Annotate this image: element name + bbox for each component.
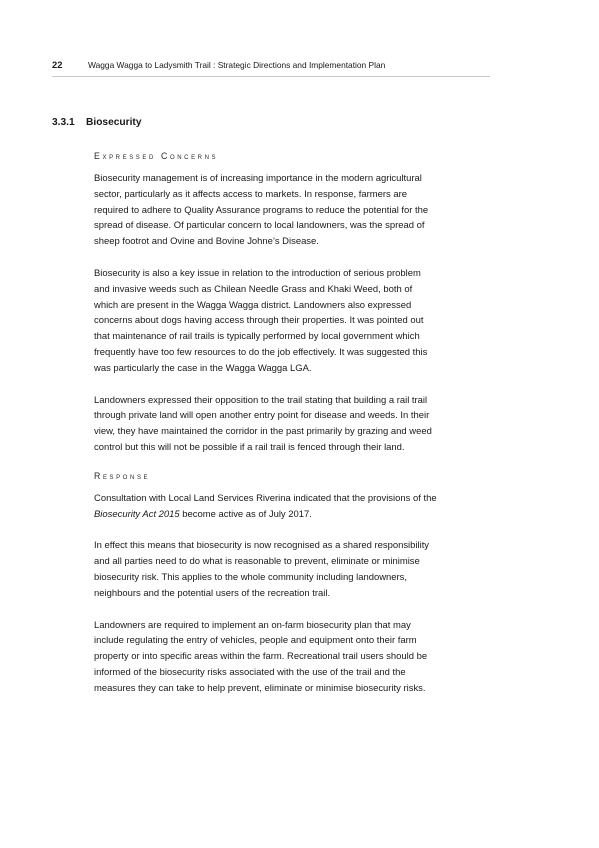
response-paragraph-2: In effect this means that biosecurity is now recognised as a shared responsibility and all parties need to do what is reasonable to prevent, eliminate or minimise biosecurity risk. This applies to the whole community including landowners, neighbours and the potential users of the recreation trail.: [94, 540, 430, 599]
section-body: [94, 150, 439, 697]
response-heading: Response: [94, 470, 151, 481]
response-paragraph-1: [94, 491, 439, 523]
header-divider: [52, 76, 490, 77]
page-number: 22: [52, 59, 63, 70]
section-title: Biosecurity: [86, 117, 142, 128]
concerns-paragraph-3: Landowners expressed their opposition to the trail stating that building a rail trail through private land will open another entry point for disease and weeds. In their view, they have maintained the corridor in the past primarily by grazing and weed control but this will not be possible if a rail trail is fenced through their land.: [94, 394, 432, 453]
running-title: Wagga Wagga to Ladysmith Trail : Strategic Directions and Implementation Plan: [88, 60, 386, 70]
response-p1-text-end: become active as of July 2017.: [179, 508, 312, 520]
response-paragraph-3: Landowners are required to implement an on-farm biosecurity plan that may include regulating the entry of vehicles, people and equipment onto their farm property or into specific areas within the farm. Recreational trail users should be informed of the biosecurity risks associated with the use of the trail and the measures they can take to help prevent, eliminate or minimise biosecurity risks.: [94, 619, 428, 694]
section-number: 3.3.1: [52, 117, 75, 128]
section-heading: [52, 116, 141, 130]
act-name: Biosecurity Act 2015: [94, 508, 180, 520]
page-header: [52, 59, 490, 73]
concerns-paragraph-1: Biosecurity management is of increasing importance in the modern agricultural sector, particularly as it affects access to markets. In response, farmers are required to adhere to Quality Assurance programs to reduce the potential for the spread of disease. Of particular concern to local landowners, was the spread of sheep footrot and Ovine and Bovine Johne’s Disease.: [94, 173, 429, 248]
concerns-paragraph-2: Biosecurity is also a key issue in relation to the introduction of serious problem and invasive weeds such as Chilean Needle Grass and Khaki Weed, both of which are present in the Wagga Wagga district. Landowners also expressed concerns about dogs having access through their properties. It was pointed out that maintenance of rail trails is typically performed by local government which frequently have too few resources to do the job effectively. It was suggested this was particularly the case in the Wagga Wagga LGA.: [94, 267, 428, 374]
expressed-concerns-heading: Expressed Concerns: [94, 151, 219, 161]
response-p1-text-start: Consultation with Local Land Services Riverina indicated that the provisions of the: [94, 492, 437, 504]
